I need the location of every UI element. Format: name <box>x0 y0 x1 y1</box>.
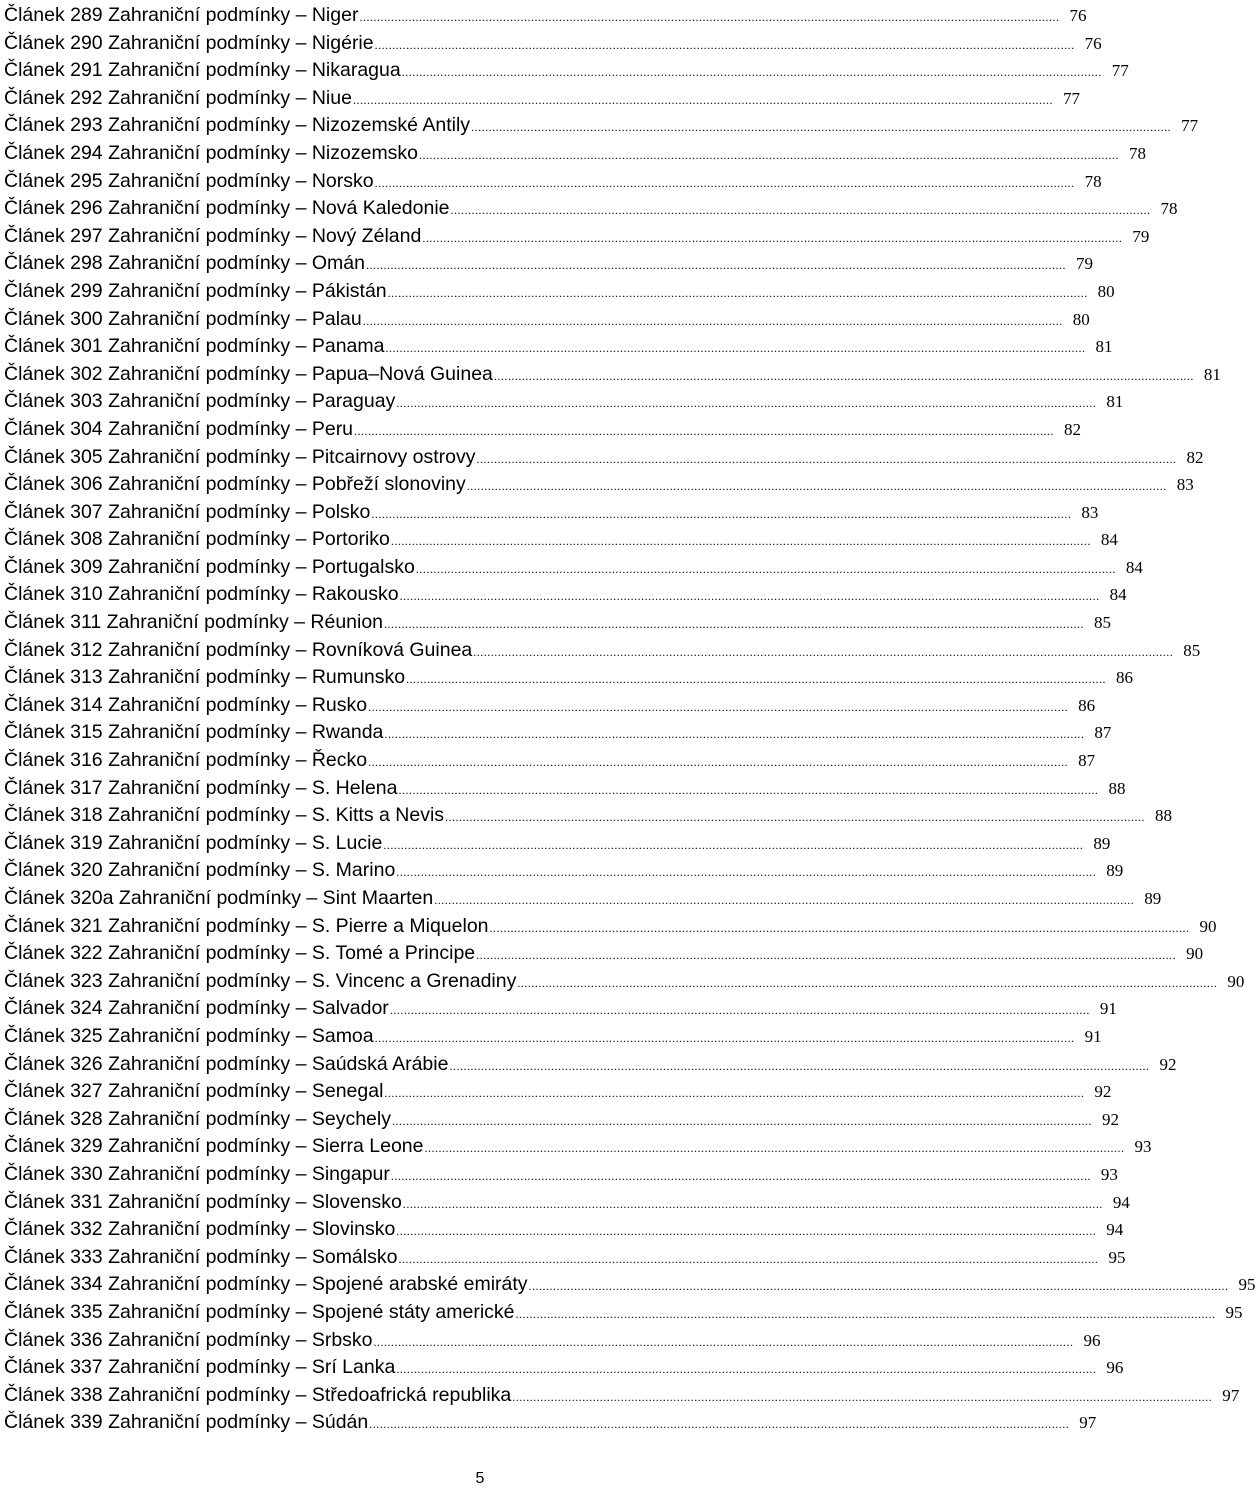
toc-dot-leader: ........................................................................................................................................................................................................ <box>384 617 1085 632</box>
toc-entry-page: 95 <box>1225 1302 1243 1322</box>
toc-entry[interactable] <box>4 85 1080 113</box>
toc-dot-leader: ........................................................................................................................................................................................................ <box>368 699 1069 714</box>
toc-dot-leader: ........................................................................................................................................................................................................ <box>489 920 1190 935</box>
toc-entry-title: Článek 326 Zahraniční podmínky – Saúdská Arábie <box>4 1052 449 1075</box>
toc-entry-page: 93 <box>1134 1137 1152 1157</box>
toc-entry[interactable] <box>4 1382 1240 1410</box>
toc-entry[interactable] <box>4 802 1173 830</box>
toc-entry[interactable] <box>4 30 1102 58</box>
toc-entry-title: Článek 302 Zahraniční podmínky – Papua–Nová Guinea <box>4 362 493 385</box>
toc-entry-page: 80 <box>1097 281 1115 301</box>
toc-entry-page: 78 <box>1129 143 1147 163</box>
toc-entry-title: Článek 294 Zahraniční podmínky – Nizozemsko <box>4 141 419 164</box>
toc-dot-leader: ........................................................................................................................................................................................................ <box>391 1113 1092 1128</box>
toc-entry[interactable] <box>4 140 1147 168</box>
toc-dot-leader: ........................................................................................................................................................................................................ <box>390 1168 1091 1183</box>
toc-entry[interactable] <box>4 692 1096 720</box>
toc-entry-page: 92 <box>1101 1109 1119 1129</box>
toc-entry-title: Článek 292 Zahraniční podmínky – Niue <box>4 86 352 109</box>
toc-entry-title: Článek 325 Zahraniční podmínky – Samoa <box>4 1024 374 1047</box>
toc-dot-leader: ........................................................................................................................................................................................................ <box>352 92 1053 107</box>
toc-entry-page: 81 <box>1203 364 1221 384</box>
toc-entry-title: Článek 322 Zahraniční podmínky – S. Tomé a Principe <box>4 942 476 965</box>
toc-entry-title: Článek 332 Zahraniční podmínky – Slovinsko <box>4 1218 396 1241</box>
toc-entry-title: Článek 316 Zahraniční podmínky – Řecko <box>4 749 368 772</box>
toc-entry[interactable] <box>4 471 1194 499</box>
toc-entry[interactable] <box>4 1161 1118 1189</box>
toc-entry[interactable] <box>4 554 1143 582</box>
toc-entry-page: 80 <box>1072 309 1090 329</box>
toc-entry-title: Článek 333 Zahraniční podmínky – Somálsko <box>4 1245 398 1268</box>
toc-entry[interactable] <box>4 1133 1152 1161</box>
toc-dot-leader: ........................................................................................................................................................................................................ <box>476 451 1177 466</box>
toc-entry-title: Článek 338 Zahraniční podmínky – Středoafrická republika <box>4 1383 512 1406</box>
toc-dot-leader: ........................................................................................................................................................................................................ <box>450 203 1151 218</box>
toc-entry[interactable] <box>4 1244 1126 1272</box>
toc-dot-leader: ........................................................................................................................................................................................................ <box>371 506 1072 521</box>
toc-entry-title: Článek 301 Zahraniční podmínky – Panama <box>4 335 385 358</box>
toc-dot-leader: ........................................................................................................................................................................................................ <box>401 65 1102 80</box>
toc-dot-leader: ........................................................................................................................................................................................................ <box>359 10 1060 24</box>
toc-entry-page: 95 <box>1238 1275 1256 1295</box>
toc-dot-leader: ........................................................................................................................................................................................................ <box>383 837 1084 852</box>
toc-entry-page: 76 <box>1084 33 1102 53</box>
toc-entry[interactable] <box>4 775 1126 803</box>
toc-entry-title: Článek 293 Zahraniční podmínky – Nizozemské Antily <box>4 114 471 137</box>
toc-entry[interactable] <box>4 1409 1097 1437</box>
toc-entry[interactable] <box>4 168 1102 196</box>
toc-dot-leader: ........................................................................................................................................................................................................ <box>384 727 1085 742</box>
toc-entry-page: 90 <box>1186 944 1204 964</box>
toc-dot-leader: ........................................................................................................................................................................................................ <box>398 1251 1099 1266</box>
toc-entry[interactable] <box>4 1216 1124 1244</box>
toc-entry-page: 93 <box>1100 1164 1118 1184</box>
toc-dot-leader: ........................................................................................................................................................................................................ <box>466 479 1167 494</box>
toc-entry[interactable] <box>4 830 1111 858</box>
toc-entry-title: Článek 318 Zahraniční podmínky – S. Kitts a Nevis <box>4 804 445 827</box>
toc-entry-page: 88 <box>1108 778 1126 798</box>
toc-dot-leader: ........................................................................................................................................................................................................ <box>471 120 1172 135</box>
toc-entry-page: 95 <box>1108 1247 1126 1267</box>
toc-entry[interactable] <box>4 526 1118 554</box>
toc-entry-page: 78 <box>1084 171 1102 191</box>
toc-entry[interactable] <box>4 664 1134 692</box>
toc-entry-title: Článek 315 Zahraniční podmínky – Rwanda <box>4 721 384 744</box>
toc-dot-leader: ........................................................................................................................................................................................................ <box>362 313 1063 328</box>
toc-entry[interactable] <box>4 968 1245 996</box>
toc-dot-leader: ........................................................................................................................................................................................................ <box>434 893 1135 907</box>
toc-entry-page: 86 <box>1116 668 1134 688</box>
toc-entry[interactable] <box>4 1354 1124 1382</box>
toc-dot-leader: ........................................................................................................................................................................................................ <box>493 368 1194 383</box>
toc-entry-title: Článek 317 Zahraniční podmínky – S. Helena <box>4 776 398 799</box>
toc-entry-page: 94 <box>1112 1192 1130 1212</box>
toc-entry[interactable] <box>4 2 1087 30</box>
toc-entry[interactable] <box>4 995 1117 1023</box>
toc-dot-leader: ........................................................................................................................................................................................................ <box>396 865 1097 880</box>
toc-entry-page: 84 <box>1100 530 1118 550</box>
toc-entry-title: Článek 300 Zahraniční podmínky – Palau <box>4 307 362 330</box>
toc-entry[interactable] <box>4 1106 1119 1134</box>
toc-entry-title: Článek 298 Zahraniční podmínky – Omán <box>4 252 365 275</box>
toc-entry-title: Článek 314 Zahraniční podmínky – Rusko <box>4 693 368 716</box>
toc-dot-leader: ........................................................................................................................................................................................................ <box>385 341 1086 356</box>
toc-entry-title: Článek 330 Zahraniční podmínky – Singapur <box>4 1162 390 1185</box>
toc-entry-title: Článek 299 Zahraniční podmínky – Pákistán <box>4 279 387 302</box>
toc-dot-leader: ........................................................................................................................................................................................................ <box>373 1334 1074 1349</box>
toc-entry[interactable] <box>4 1023 1102 1051</box>
toc-entry-title: Článek 295 Zahraniční podmínky – Norsko <box>4 169 374 192</box>
toc-entry-title: Článek 309 Zahraniční podmínky – Portugalsko <box>4 555 415 578</box>
toc-entry-page: 82 <box>1064 419 1082 439</box>
toc-entry[interactable] <box>4 940 1204 968</box>
toc-entry-page: 79 <box>1075 254 1093 274</box>
toc-entry[interactable] <box>4 1051 1177 1079</box>
toc-entry[interactable] <box>4 333 1113 361</box>
toc-entry-page: 77 <box>1181 116 1199 136</box>
toc-entry-page: 81 <box>1106 392 1124 412</box>
toc-dot-leader: ........................................................................................................................................................................................................ <box>512 1389 1213 1404</box>
toc-dot-leader: ........................................................................................................................................................................................................ <box>476 948 1177 963</box>
toc-dot-leader: ........................................................................................................................................................................................................ <box>396 1362 1097 1377</box>
toc-entry-title: Článek 308 Zahraniční podmínky – Portoriko <box>4 528 390 551</box>
toc-entry-page: 97 <box>1222 1385 1240 1405</box>
toc-dot-leader: ........................................................................................................................................................................................................ <box>406 672 1107 687</box>
toc-entry-page: 96 <box>1083 1330 1101 1350</box>
toc-dot-leader: ........................................................................................................................................................................................................ <box>398 782 1099 797</box>
table-of-contents <box>4 2 1256 1437</box>
toc-entry-page: 89 <box>1093 833 1111 853</box>
toc-entry[interactable] <box>4 885 1162 913</box>
toc-dot-leader: ........................................................................................................................................................................................................ <box>517 975 1218 990</box>
toc-entry[interactable] <box>4 1078 1112 1106</box>
toc-entry[interactable] <box>4 1189 1130 1217</box>
toc-dot-leader: ........................................................................................................................................................................................................ <box>528 1279 1229 1294</box>
toc-entry-page: 81 <box>1095 337 1113 357</box>
toc-entry-page: 87 <box>1078 751 1096 771</box>
toc-entry-title: Článek 311 Zahraniční podmínky – Réunion <box>4 611 384 634</box>
toc-entry-title: Článek 303 Zahraniční podmínky – Paraguay <box>4 390 396 413</box>
toc-entry-title: Článek 321 Zahraniční podmínky – S. Pierre a Miquelon <box>4 914 489 937</box>
toc-entry[interactable] <box>4 223 1150 251</box>
toc-dot-leader: ........................................................................................................................................................................................................ <box>515 1306 1216 1321</box>
toc-entry-page: 89 <box>1106 861 1124 881</box>
toc-entry-page: 79 <box>1132 226 1150 246</box>
toc-entry-page: 77 <box>1111 61 1129 81</box>
toc-entry[interactable] <box>4 278 1115 306</box>
toc-entry[interactable] <box>4 195 1178 223</box>
toc-entry[interactable] <box>4 361 1221 389</box>
toc-entry-title: Článek 306 Zahraniční podmínky – Pobřeží slonoviny <box>4 473 466 496</box>
toc-entry-title: Článek 327 Zahraniční podmínky – Senegal <box>4 1080 384 1103</box>
toc-entry-title: Článek 297 Zahraniční podmínky – Nový Zéland <box>4 224 422 247</box>
toc-dot-leader: ........................................................................................................................................................................................................ <box>419 147 1120 162</box>
toc-dot-leader: ........................................................................................................................................................................................................ <box>422 230 1123 245</box>
toc-entry[interactable] <box>4 112 1199 140</box>
toc-entry-page: 89 <box>1144 889 1162 908</box>
toc-entry-page: 92 <box>1159 1054 1177 1074</box>
toc-entry-title: Článek 320 Zahraniční podmínky – S. Marino <box>4 859 396 882</box>
toc-entry-page: 78 <box>1160 199 1178 219</box>
toc-entry[interactable] <box>4 1327 1101 1355</box>
toc-entry-title: Článek 305 Zahraniční podmínky – Pitcairnovy ostrovy <box>4 445 476 468</box>
toc-entry-title: Článek 335 Zahraniční podmínky – Spojené státy americké <box>4 1300 515 1323</box>
toc-entry-page: 94 <box>1106 1220 1124 1240</box>
toc-entry-title: Článek 329 Zahraniční podmínky – Sierra Leone <box>4 1135 424 1158</box>
toc-dot-leader: ........................................................................................................................................................................................................ <box>399 589 1100 604</box>
toc-entry[interactable] <box>4 499 1099 527</box>
toc-entry[interactable] <box>4 913 1217 941</box>
toc-entry-title: Článek 296 Zahraniční podmínky – Nová Kaledonie <box>4 197 450 220</box>
toc-entry-title: Článek 289 Zahraniční podmínky – Niger <box>4 4 359 26</box>
toc-entry-page: 76 <box>1069 6 1087 25</box>
toc-entry[interactable] <box>4 1299 1243 1327</box>
toc-dot-leader: ........................................................................................................................................................................................................ <box>473 644 1174 659</box>
toc-entry-title: Článek 307 Zahraniční podmínky – Polsko <box>4 500 371 523</box>
toc-dot-leader: ........................................................................................................................................................................................................ <box>396 1224 1097 1239</box>
toc-entry-title: Článek 319 Zahraniční podmínky – S. Lucie <box>4 831 383 854</box>
toc-entry-title: Článek 331 Zahraniční podmínky – Slovensko <box>4 1190 402 1213</box>
toc-entry-page: 90 <box>1227 971 1245 991</box>
toc-entry-title: Článek 312 Zahraniční podmínky – Rovníková Guinea <box>4 638 473 661</box>
toc-dot-leader: ........................................................................................................................................................................................................ <box>449 1058 1150 1073</box>
toc-entry-title: Článek 304 Zahraniční podmínky – Peru <box>4 417 354 440</box>
toc-entry-title: Článek 310 Zahraniční podmínky – Rakousko <box>4 583 399 606</box>
toc-entry[interactable] <box>4 306 1090 334</box>
toc-entry-title: Článek 328 Zahraniční podmínky – Seychely <box>4 1107 391 1130</box>
toc-dot-leader: ........................................................................................................................................................................................................ <box>396 396 1097 411</box>
toc-dot-leader: ........................................................................................................................................................................................................ <box>424 1141 1125 1156</box>
toc-entry[interactable] <box>4 57 1129 85</box>
toc-dot-leader: ........................................................................................................................................................................................................ <box>374 37 1075 52</box>
toc-dot-leader: ........................................................................................................................................................................................................ <box>374 175 1075 190</box>
toc-entry[interactable] <box>4 747 1096 775</box>
toc-entry-page: 77 <box>1062 88 1080 108</box>
toc-entry[interactable] <box>4 1271 1256 1299</box>
toc-entry-page: 85 <box>1183 640 1201 660</box>
toc-entry[interactable] <box>4 857 1124 885</box>
toc-entry[interactable] <box>4 250 1093 278</box>
toc-entry-title: Článek 313 Zahraniční podmínky – Rumunsko <box>4 666 406 689</box>
toc-entry[interactable] <box>4 416 1082 444</box>
toc-entry-page: 88 <box>1155 806 1173 826</box>
toc-dot-leader: ........................................................................................................................................................................................................ <box>354 423 1055 438</box>
toc-entry-title: Článek 337 Zahraniční podmínky – Srí Lanka <box>4 1356 396 1379</box>
toc-entry-page: 83 <box>1176 475 1194 495</box>
toc-dot-leader: ........................................................................................................................................................................................................ <box>387 285 1088 300</box>
toc-dot-leader: ........................................................................................................................................................................................................ <box>390 534 1091 549</box>
toc-entry-page: 85 <box>1094 613 1112 633</box>
toc-entry-title: Článek 336 Zahraniční podmínky – Srbsko <box>4 1328 373 1351</box>
toc-entry-page: 91 <box>1084 1026 1102 1046</box>
toc-dot-leader: ........................................................................................................................................................................................................ <box>365 258 1066 273</box>
toc-entry[interactable] <box>4 637 1201 665</box>
toc-entry[interactable] <box>4 581 1127 609</box>
toc-entry-page: 86 <box>1078 695 1096 715</box>
toc-entry-page: 82 <box>1186 447 1204 467</box>
toc-entry-page: 90 <box>1199 916 1217 936</box>
toc-entry-page: 96 <box>1106 1358 1124 1378</box>
toc-entry-title: Článek 291 Zahraniční podmínky – Nikaragua <box>4 59 401 82</box>
toc-entry-title: Článek 323 Zahraniční podmínky – S. Vincenc a Grenadiny <box>4 969 517 992</box>
toc-dot-leader: ........................................................................................................................................................................................................ <box>415 561 1116 576</box>
toc-dot-leader: ........................................................................................................................................................................................................ <box>369 1417 1070 1432</box>
toc-entry-title: Článek 324 Zahraniční podmínky – Salvador <box>4 997 389 1020</box>
toc-dot-leader: ........................................................................................................................................................................................................ <box>374 1030 1075 1045</box>
toc-entry-page: 91 <box>1099 999 1117 1019</box>
toc-dot-leader: ........................................................................................................................................................................................................ <box>368 755 1069 770</box>
toc-entry[interactable] <box>4 444 1204 472</box>
toc-entry-title: Článek 290 Zahraniční podmínky – Nigérie <box>4 31 374 54</box>
toc-entry-page: 84 <box>1109 585 1127 605</box>
toc-dot-leader: ........................................................................................................................................................................................................ <box>384 1086 1085 1101</box>
toc-entry-page: 83 <box>1081 502 1099 522</box>
toc-entry[interactable] <box>4 719 1112 747</box>
toc-dot-leader: ........................................................................................................................................................................................................ <box>445 810 1146 825</box>
toc-dot-leader: ........................................................................................................................................................................................................ <box>389 1003 1090 1018</box>
toc-entry-page: 97 <box>1079 1413 1097 1433</box>
toc-entry[interactable] <box>4 609 1112 637</box>
toc-entry-page: 87 <box>1094 723 1112 743</box>
toc-entry-title: Článek 320a Zahraniční podmínky – Sint Maarten <box>4 887 434 909</box>
toc-dot-leader: ........................................................................................................................................................................................................ <box>402 1196 1103 1211</box>
toc-entry-title: Článek 334 Zahraniční podmínky – Spojené arabské emiráty <box>4 1273 528 1296</box>
toc-entry-title: Článek 339 Zahraniční podmínky – Súdán <box>4 1411 369 1434</box>
toc-entry-page: 84 <box>1125 557 1143 577</box>
toc-entry-page: 92 <box>1094 1082 1112 1102</box>
page-number: 5 <box>475 1470 485 1487</box>
toc-entry[interactable] <box>4 388 1124 416</box>
